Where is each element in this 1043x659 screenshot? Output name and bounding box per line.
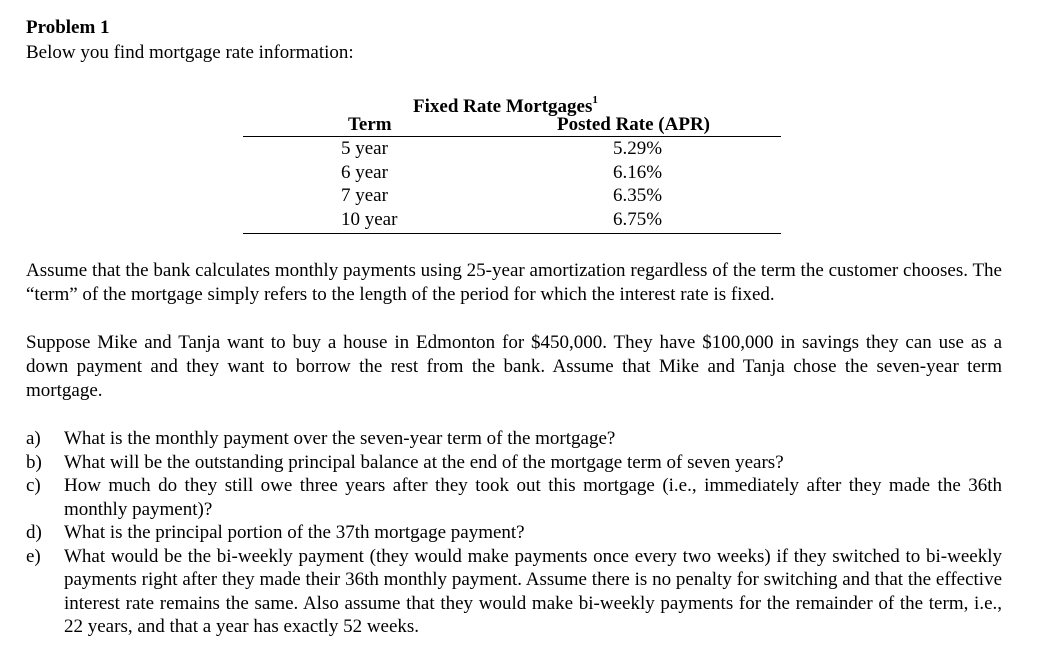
question-item [26,545,1002,639]
question-item [26,474,1002,521]
footnote-mark: 1 [592,94,598,106]
question-item [26,451,1002,475]
table-row [243,161,781,185]
question-item [26,521,1002,545]
term-cell: 7 year [341,185,388,206]
question-text: How much do they still owe three years after they took out this mortgage (i.e., immediately after they made the 36th monthly payment)? [64,475,1002,520]
term-cell: 5 year [341,138,388,159]
table-row [243,184,781,208]
problem-title: Problem 1 [26,17,110,38]
table-body [243,137,781,234]
intro-text: Below you find mortgage rate information: [26,42,354,63]
question-label: d) [26,522,42,543]
table-header [243,112,781,137]
rate-cell: 6.35% [613,185,663,206]
rate-cell: 6.16% [613,161,663,183]
header-rate: Posted Rate (APR) [557,114,711,135]
paragraph-amortization: Assume that the bank calculates monthly payments using 25-year amortization regardless of the term the customer chooses. The “term” of the mortgage simply refers to the length of the period for which the interest rate is fixed. [26,260,1002,305]
question-label: c) [26,475,41,496]
question-item [26,427,1002,451]
question-text: What is the principal portion of the 37th mortgage payment? [64,522,525,543]
table-row [243,208,781,232]
question-label: b) [26,451,42,473]
header-term: Term [348,114,392,135]
term-cell: 6 year [341,161,388,183]
question-list [26,427,1002,639]
rate-cell: 6.75% [613,208,663,230]
table-caption-text: Fixed Rate Mortgages [413,96,593,117]
table-row [243,137,781,161]
question-text: What will be the outstanding principal balance at the end of the mortgage term of seven years? [64,451,784,473]
term-cell: 10 year [341,208,398,230]
question-text: What is the monthly payment over the seven-year term of the mortgage? [64,428,616,449]
rate-cell: 5.29% [613,138,663,159]
paragraph-scenario: Suppose Mike and Tanja want to buy a house in Edmonton for $450,000. They have $100,000 in savings they can use as a down payment and they want to borrow the rest from the bank. Assume that Mike and Tanja chose the seven-year term mortgage. [26,332,1002,401]
question-text: What would be the bi-weekly payment (they would make payments once every two weeks) if they switched to bi-weekly payments right after they made their 36th monthly payment. Assume there is no penalty for switching and that the effective interest rate remains the same. Also assume that they would make bi-weekly payments for the remainder of the term, i.e., 22 years, and that a year has exactly 52 weeks. [64,545,1002,637]
question-label: e) [26,545,41,567]
question-label: a) [26,428,41,449]
